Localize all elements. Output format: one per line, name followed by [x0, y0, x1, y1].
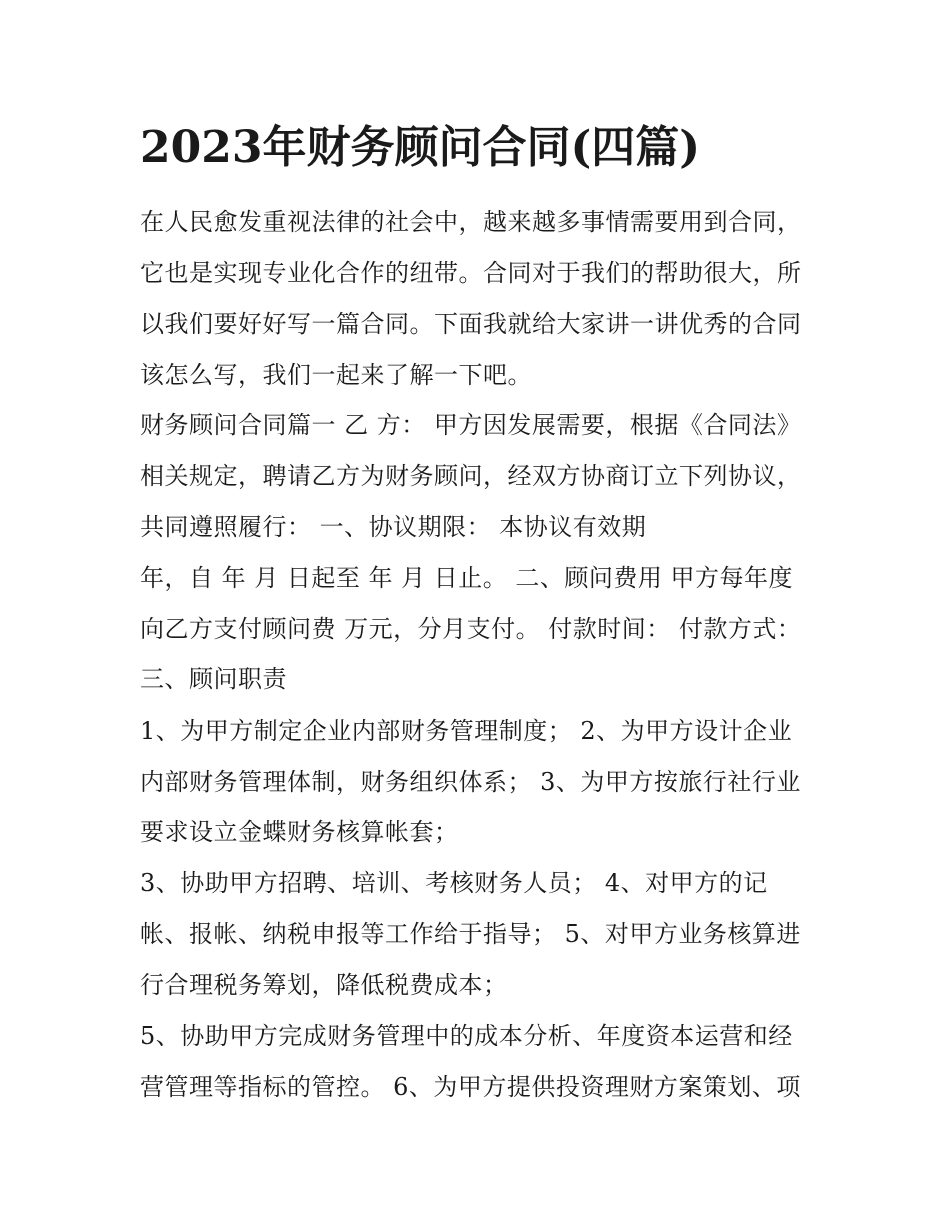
body-line: 以我们要好好写一篇合同。下面我就给大家讲一讲优秀的合同	[140, 310, 802, 338]
body-line: 在人民愈发重视法律的社会中，越来越多事情需要用到合同，	[140, 208, 802, 236]
body-line: 内部财务管理体制，财务组织体系； 3、为甲方按旅行社行业	[140, 768, 801, 796]
body-line: 共同遵照履行： 一、协议期限： 本协议有效期	[140, 513, 647, 541]
body-line: 年，自 年 月 日起至 年 月 日止。 二、顾问费用 甲方每年度	[140, 564, 794, 592]
body-line: 3、协助甲方招聘、培训、考核财务人员； 4、对甲方的记	[140, 869, 768, 897]
body-line: 财务顾问合同篇一 乙 方： 甲方因发展需要，根据《合同法》	[140, 411, 802, 439]
document-title: 2023年财务顾问合同(四篇)	[140, 122, 701, 173]
body-line: 相关规定，聘请乙方为财务顾问，经双方协商订立下列协议，	[140, 462, 802, 490]
section-heading: 三、顾问职责	[140, 665, 287, 693]
body-line: 1、为甲方制定企业内部财务管理制度； 2、为甲方设计企业	[140, 717, 793, 745]
body-line: 帐、报帐、纳税申报等工作给于指导； 5、对甲方业务核算进	[140, 920, 801, 948]
body-line: 向乙方支付顾问费 万元，分月支付。 付款时间： 付款方式：	[140, 615, 802, 643]
body-line: 要求设立金蝶财务核算帐套；	[140, 818, 459, 846]
body-line: 它也是实现专业化合作的纽带。合同对于我们的帮助很大，所	[140, 259, 802, 287]
body-line: 营管理等指标的管控。 6、为甲方提供投资理财方案策划、项	[140, 1073, 801, 1101]
body-line: 5、协助甲方完成财务管理中的成本分析、年度资本运营和经	[140, 1022, 793, 1050]
body-line: 该怎么写，我们一起来了解一下吧。	[140, 361, 532, 389]
body-line: 行合理税务筹划，降低税费成本；	[140, 971, 508, 999]
